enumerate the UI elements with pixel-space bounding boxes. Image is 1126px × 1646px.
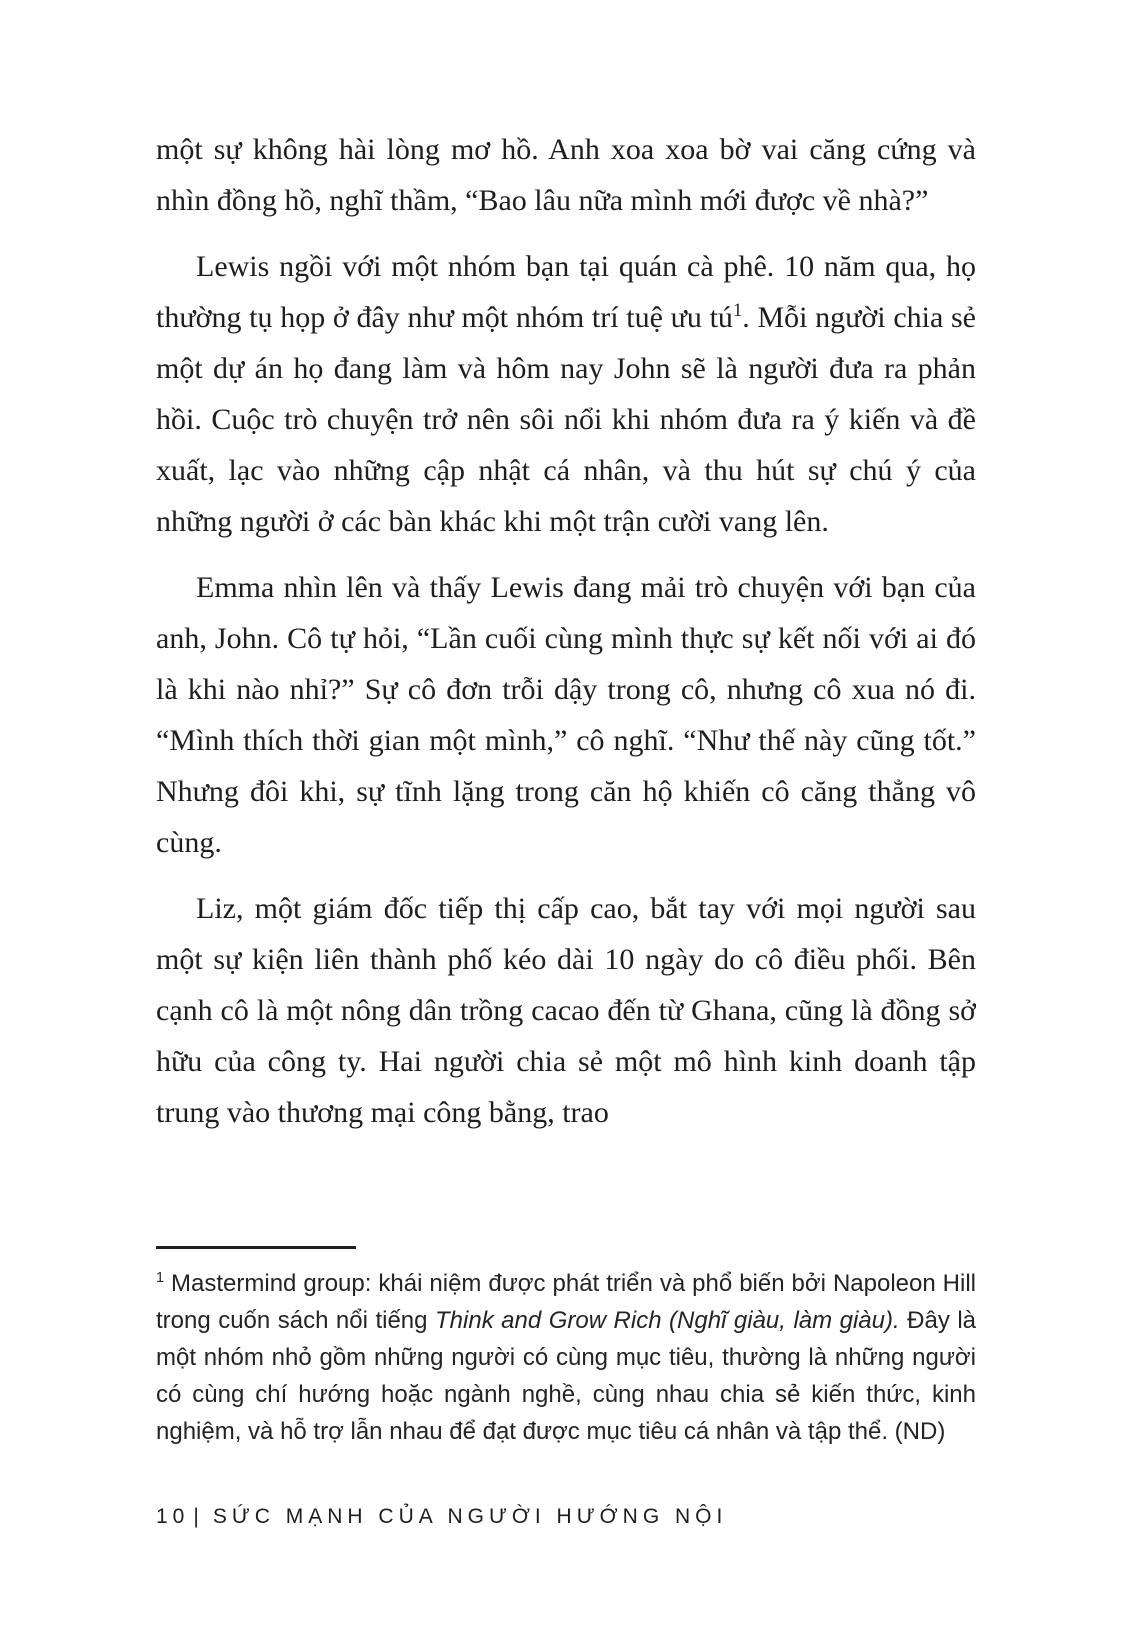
page-footer — [156, 1503, 727, 1530]
paragraph-1: một sự không hài lòng mơ hồ. Anh xoa xoa bờ vai căng cứng và nhìn đồng hồ, nghĩ thầm, “Bao lâu nữa mình mới được về nhà?” — [156, 133, 976, 217]
footer-divider: | — [193, 1505, 204, 1528]
paragraph-2-text-after-note: . Mỗi người chia sẻ một dự án họ đang làm và hôm nay John sẽ là người đưa ra phản hồi. Cuộc trò chuyện trở nên sôi nổi khi nhóm đưa ra ý kiến và đề xuất, lạc vào những cập nhật cá nhân, và thu hút sự chú ý của những người ở các bàn khác khi một trận cười vang lên. — [156, 301, 976, 538]
running-title: SỨC MẠNH CỦA NGƯỜI HƯỚNG NỘI — [212, 1505, 728, 1528]
footnote-block — [156, 1246, 976, 1450]
page-number: 10 — [156, 1505, 190, 1528]
footnote — [156, 1265, 976, 1450]
body-text — [156, 124, 976, 1153]
paragraph-2 — [156, 241, 976, 547]
footnote-text-before-italic: Mastermind group: khái niệm được phát triển và phổ biến bởi Napoleon Hill trong cuốn sách nổi tiếng — [156, 1270, 976, 1334]
paragraph-2-text-before-note: Lewis ngồi với một nhóm bạn tại quán cà phê. 10 năm qua, họ thường tụ họp ở đây như một nhóm trí tuệ ưu tú — [156, 250, 976, 334]
paragraph-4: Liz, một giám đốc tiếp thị cấp cao, bắt tay với mọi người sau một sự kiện liên thành phố kéo dài 10 ngày do cô điều phối. Bên cạnh cô là một nông dân trồng cacao đến từ Ghana, cũng là đồng sở hữu của công ty. Hai người chia sẻ một mô hình kinh doanh tập trung vào thương mại công bằng, trao — [156, 892, 976, 1129]
footnote-text-after-italic: Đây là một nhóm nhỏ gồm những người có cùng mục tiêu, thường là những người có cùng chí hướng hoặc ngành nghề, cùng nhau chia sẻ kiến thức, kinh nghiệm, và hỗ trợ lẫn nhau để đạt được mục tiêu cá nhân và tập thể. (ND) — [156, 1307, 977, 1445]
footnote-marker: 1 — [156, 1270, 165, 1286]
footnote-reference: 1 — [732, 300, 743, 321]
footnote-book-title: Think and Grow Rich (Nghĩ giàu, làm giàu). — [435, 1307, 900, 1334]
paragraph-3: Emma nhìn lên và thấy Lewis đang mải trò chuyện với bạn của anh, John. Cô tự hỏi, “Lần cuối cùng mình thực sự kết nối với ai đó là khi nào nhỉ?” Sự cô đơn trỗi dậy trong cô, nhưng cô xua nó đi. “Mình thích thời gian một mình,” cô nghĩ. “Như thế này cũng tốt.” Nhưng đôi khi, sự tĩnh lặng trong căn hộ khiến cô căng thẳng vô cùng. — [156, 571, 976, 859]
footnote-separator — [156, 1246, 356, 1249]
